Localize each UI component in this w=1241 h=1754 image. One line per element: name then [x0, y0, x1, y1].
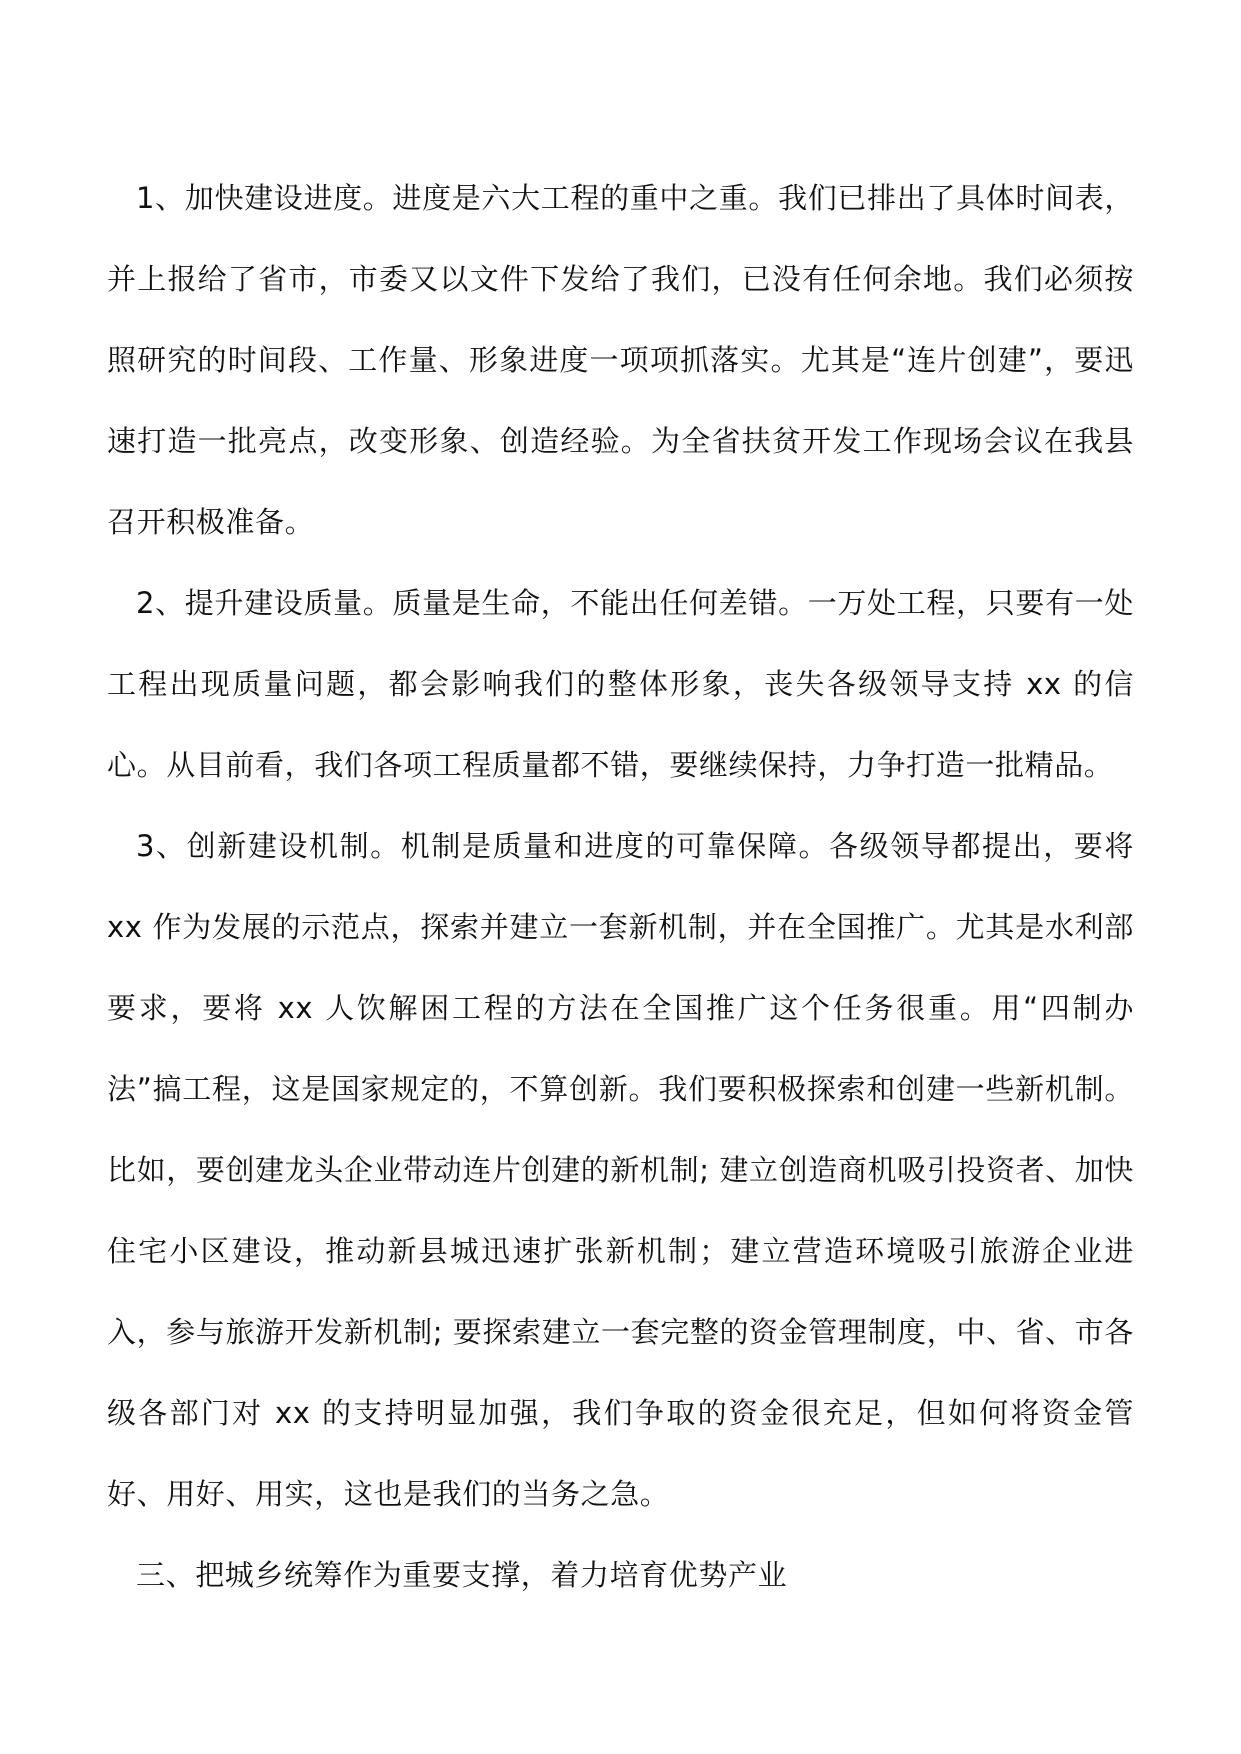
- paragraph-construction-progress: 1、加快建设进度。进度是六大工程的重中之重。我们已排出了具体时间表，并上报给了省市，市委又以文件下发给了我们，已没有任何余地。我们必须按照研究的时间段、工作量、形象进度一项项抓落实。尤其是“连片创建”，要迅速打造一批亮点，改变形象、创造经验。为全省扶贫开发工作现场会议在我县召开积极准备。: [107, 181, 1134, 539]
- document-body: [107, 158, 1134, 1616]
- paragraph-construction-quality: 2、提升建设质量。质量是生命，不能出任何差错。一万处工程，只要有一处工程出现质量问题，都会影响我们的整体形象，丧失各级领导支持 xx 的信心。从目前看，我们各项工程质量都不错，要继续保持，力争打造一批精品。: [107, 586, 1134, 782]
- paragraph-construction-mechanism: 3、创新建设机制。机制是质量和进度的可靠保障。各级领导都提出，要将 xx 作为发展的示范点，探索并建立一套新机制，并在全国推广。尤其是水利部要求，要将 xx 人饮解困工程的方法在全国推广这个任务很重。用“四制办法”搞工程，这是国家规定的，不算创新。我们要积极探索和创建一些新机制。比如，要创建龙头企业带动连片创建的新机制; 建立创造商机吸引投资者、加快住宅小区建设，推动新县城迅速扩张新机制；建立营造环境吸引旅游企业进入，参与旅游开发新机制; 要探索建立一套完整的资金管理制度，中、省、市各级各部门对 xx 的支持明显加强，我们争取的资金很充足，但如何将资金管好、用好、用实，这也是我们的当务之急。: [107, 829, 1134, 1511]
- section-heading: 三、把城乡统筹作为重要支撑，着力培育优势产业: [136, 1558, 788, 1592]
